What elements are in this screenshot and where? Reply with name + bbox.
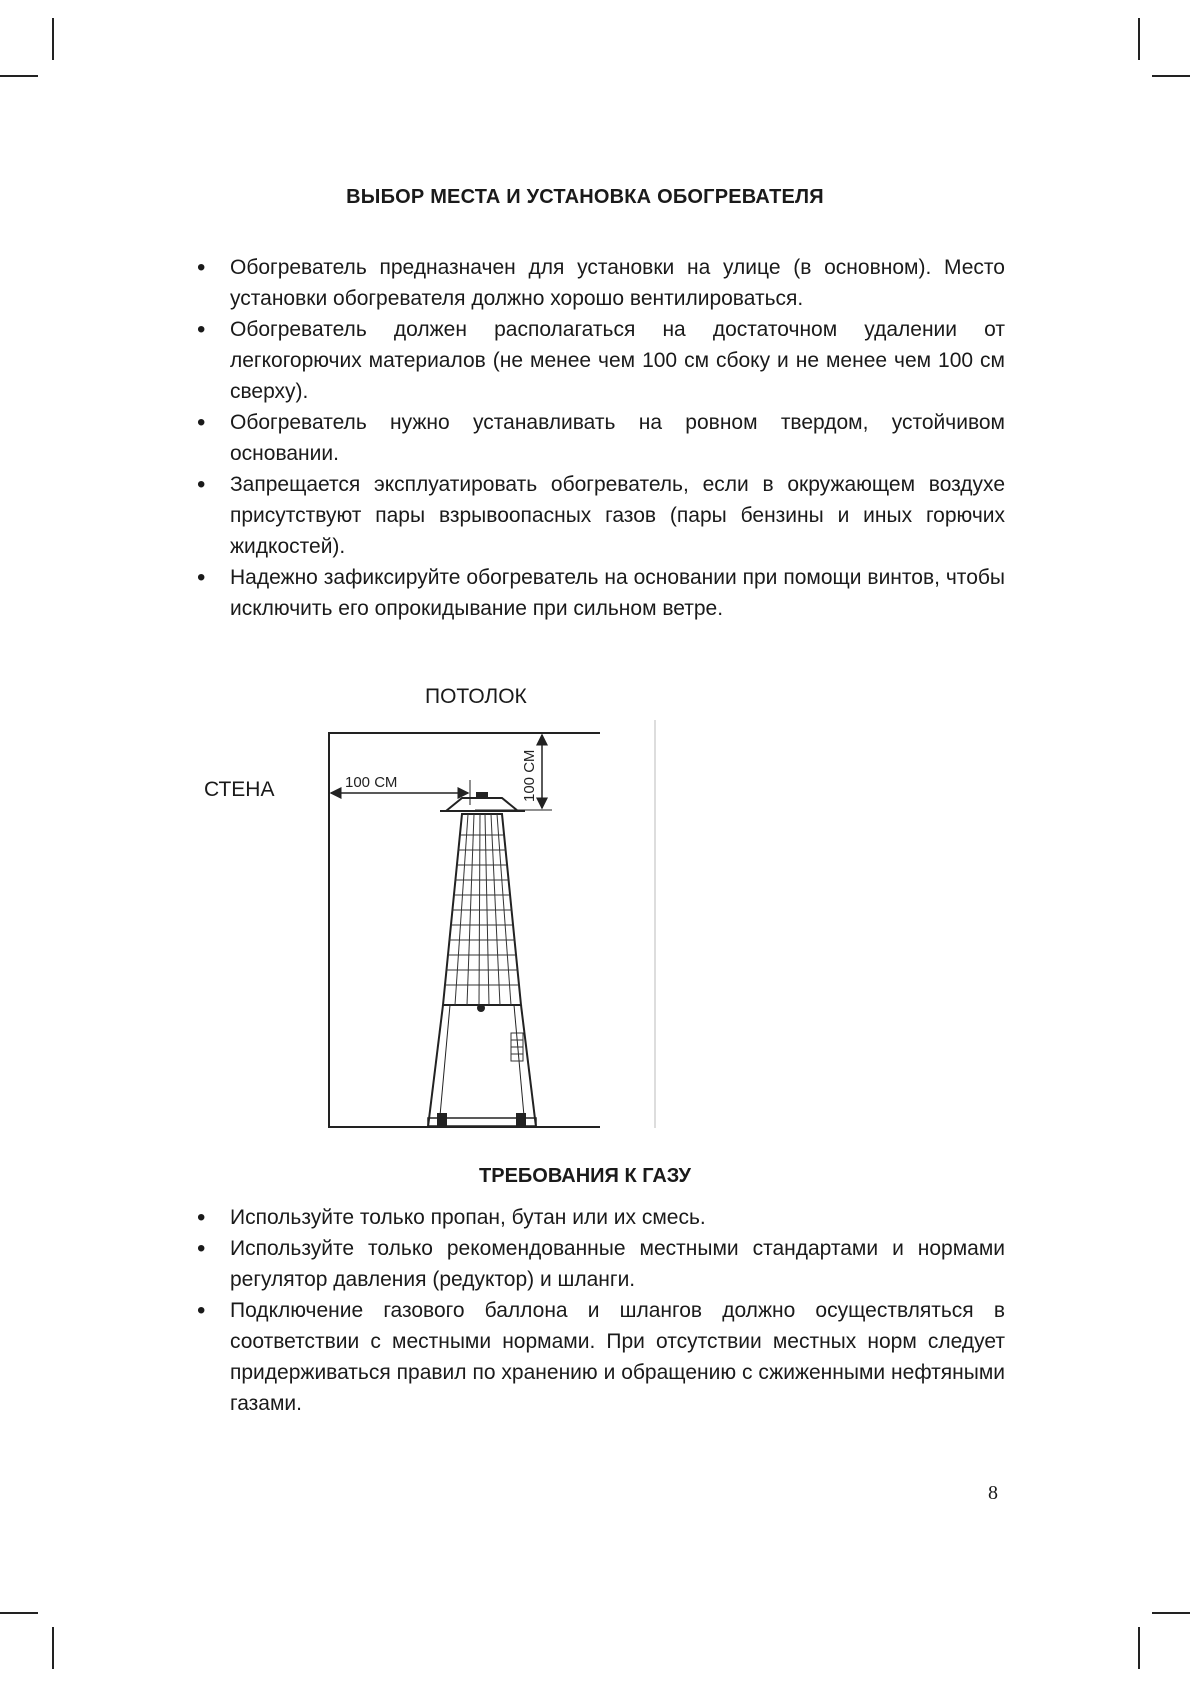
crop-mark — [1152, 75, 1190, 77]
crop-mark — [0, 75, 38, 77]
top-clearance-label: 100 СМ — [521, 749, 538, 802]
list-item: • Используйте только рекомендованные местными стандартами и нормами регулятор давления (редуктор) и шланги. — [230, 1233, 1005, 1295]
gas-requirements-list — [230, 1202, 1005, 1419]
crop-mark — [1138, 18, 1140, 60]
section-title-installation: ВЫБОР МЕСТА И УСТАНОВКА ОБОГРЕВАТЕЛЯ — [346, 186, 824, 208]
crop-mark — [1152, 1612, 1190, 1614]
crop-mark — [52, 1627, 54, 1669]
crop-mark — [0, 1612, 38, 1614]
list-item: • Подключение газового баллона и шлангов должно осуществляться в соответствии с местными нормами. При отсутствии местных норм следует придерживаться правил по хранению и обращению с сжиженными нефтяными газами. — [230, 1295, 1005, 1419]
list-item: • Запрещается эксплуатировать обогреватель, если в окружающем воздухе присутствуют пары взрывоопасных газов (пары бензины и иных горючих жидкостей). — [230, 469, 1005, 562]
installation-list — [230, 252, 1005, 624]
list-item: • Надежно зафиксируйте обогреватель на основании при помощи винтов, чтобы исключить его опрокидывание при сильном ветре. — [230, 562, 1005, 624]
section-title-gas: ТРЕБОВАНИЯ К ГАЗУ — [479, 1165, 691, 1187]
ceiling-label: ПОТОЛОК — [425, 685, 527, 708]
list-item: • Обогреватель предназначен для установки на улице (в основном). Место установки обогревателя должно хорошо вентилироваться. — [230, 252, 1005, 314]
heater-grid — [445, 814, 519, 1005]
side-clearance-label: 100 СМ — [345, 774, 398, 791]
crop-mark — [1138, 1627, 1140, 1669]
heater-clearance-diagram — [300, 710, 670, 1140]
page-number: 8 — [988, 1482, 998, 1504]
list-item: • Обогреватель нужно устанавливать на ровном твердом, устойчивом основании. — [230, 407, 1005, 469]
crop-mark — [52, 18, 54, 60]
list-item: • Используйте только пропан, бутан или их смесь. — [230, 1202, 1005, 1233]
list-item: • Обогреватель должен располагаться на достаточном удалении от легкогорючих материалов (не менее чем 100 см сбоку и не менее чем 100 см сверху). — [230, 314, 1005, 407]
wall-label: СТЕНА — [204, 778, 275, 801]
